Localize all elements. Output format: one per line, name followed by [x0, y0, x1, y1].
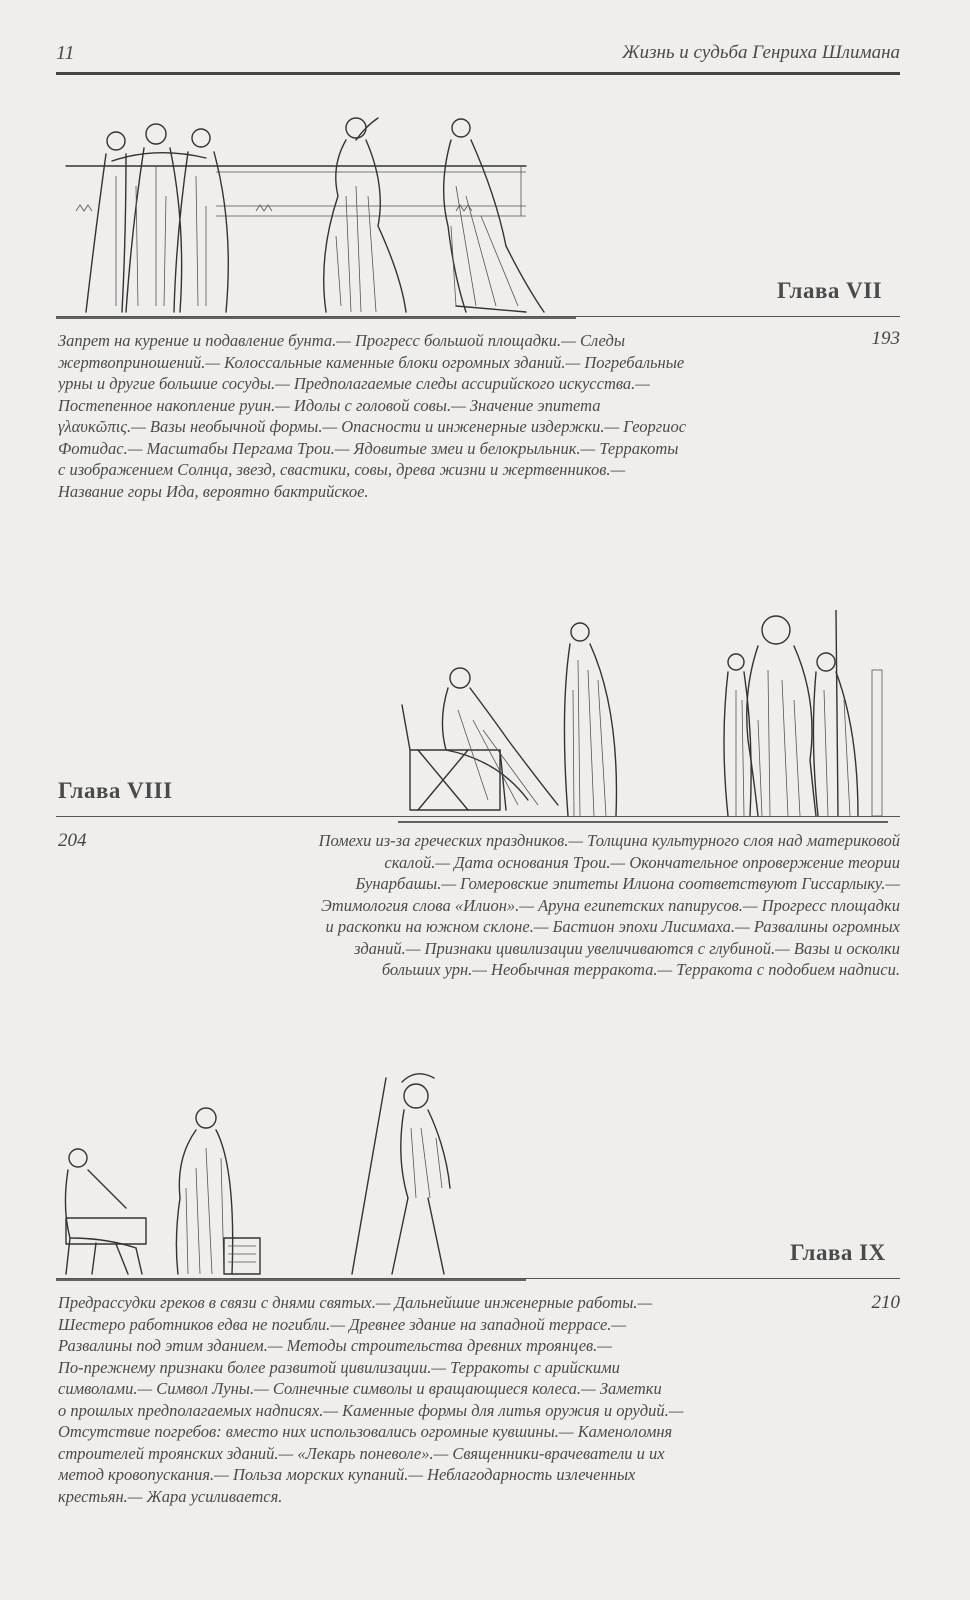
synopsis-line: и раскопки на южном склоне.— Бастион эпохи Лисимаха.— Развалины огромных	[325, 917, 900, 936]
synopsis-line: Этимология слова «Илион».— Аруна египетских папирусов.— Прогресс площадки	[320, 895, 900, 915]
synopsis-line: Бунарбашы.— Гомеровские эпитеты Илиона соответствуют Гиссарлыку.—	[355, 874, 900, 893]
running-title: Жизнь и судьба Генриха Шлимана	[622, 42, 900, 63]
synopsis-line: зданий.— Признаки цивилизации увеличиваются с глубиной.— Вазы и осколки	[354, 938, 900, 958]
synopsis-line: Шестеро работников едва не погибли.— Древнее здание на западной террасе.—	[58, 1314, 627, 1334]
chapter-8-rule	[56, 816, 900, 817]
synopsis-line: символами.— Символ Луны.— Солнечные символы и вращающиеся колеса.— Заметки	[58, 1379, 662, 1398]
synopsis-line: Развалины под этим зданием.— Методы строительства древних троянцев.—	[58, 1336, 612, 1355]
chapter-9-synopsis	[58, 1292, 848, 1507]
synopsis-line: больших урн.— Необычная терракота.— Терракота с подобием надписи.	[381, 960, 900, 979]
synopsis-line: жертвоприношений.— Колоссальные каменные блоки огромных зданий.— Погребальные	[58, 352, 685, 372]
synopsis-line: урны и другие большие сосуды.— Предполагаемые следы ассирийского искусства.—	[58, 374, 650, 393]
synopsis-line: Предрассудки греков в связи с днями святых.— Дальнейшие инженерные работы.—	[58, 1293, 653, 1312]
chapter-8-title: Глава VIII	[58, 778, 173, 803]
chapter-7-synopsis	[58, 330, 848, 502]
synopsis-line: Помехи из-за греческих праздников.— Толщина культурного слоя над материковой	[318, 831, 900, 850]
chapter-9-rule	[56, 1278, 900, 1279]
synopsis-line: Название горы Ида, вероятно бактрийское.	[58, 481, 369, 501]
synopsis-line: о прошлых предполагаемых надписях.— Каменные формы для литья оружия и орудий.—	[58, 1400, 684, 1420]
chapter-9-page: 210	[871, 1292, 900, 1313]
synopsis-line: Фотидас.— Масштабы Пергама Трои.— Ядовитые змеи и белокрыльник.— Терракоты	[58, 438, 679, 458]
chapter-8-page: 204	[58, 830, 87, 851]
chapter-8-synopsis	[140, 830, 900, 981]
synopsis-line: Запрет на курение и подавление бунта.— Прогресс большой площадки.— Следы	[58, 331, 625, 350]
synopsis-line: с изображением Солнца, звезд, свастики, совы, древа жизни и жертвенников.—	[58, 460, 626, 479]
synopsis-line: Постепенное накопление руин.— Идолы с головой совы.— Значение эпитета	[58, 395, 601, 415]
chapter-7-illustration	[56, 106, 576, 322]
synopsis-line: строителей троянских зданий.— «Лекарь поневоле».— Священники-врачеватели и их	[58, 1443, 665, 1463]
chapter-7-title: Глава VII	[777, 278, 883, 303]
synopsis-line: крестьян.— Жара усиливается.	[58, 1486, 283, 1506]
header-rule	[56, 72, 900, 75]
synopsis-line: Отсутствие погребов: вместо них использовались огромные кувшины.— Каменоломня	[58, 1422, 673, 1441]
synopsis-line: По-прежнему признаки более развитой цивилизации.— Терракоты с арийскими	[58, 1357, 620, 1377]
chapter-7-rule	[56, 316, 900, 317]
chapter-8-illustration	[398, 610, 888, 826]
chapter-9-title: Глава IX	[790, 1240, 886, 1265]
synopsis-line: γλαυκῶπις.— Вазы необычной формы.— Опасности и инженерные издержки.— Георгиос	[58, 417, 687, 436]
chapter-7-page: 193	[871, 328, 900, 349]
page-number: 11	[56, 42, 75, 64]
page-header	[56, 38, 900, 74]
synopsis-line: метод кровопускания.— Польза морских купаний.— Неблагодарность излеченных	[58, 1465, 636, 1484]
synopsis-line: скалой.— Дата основания Трои.— Окончательное опровержение теории	[384, 852, 900, 872]
chapter-9-illustration	[56, 1068, 526, 1284]
